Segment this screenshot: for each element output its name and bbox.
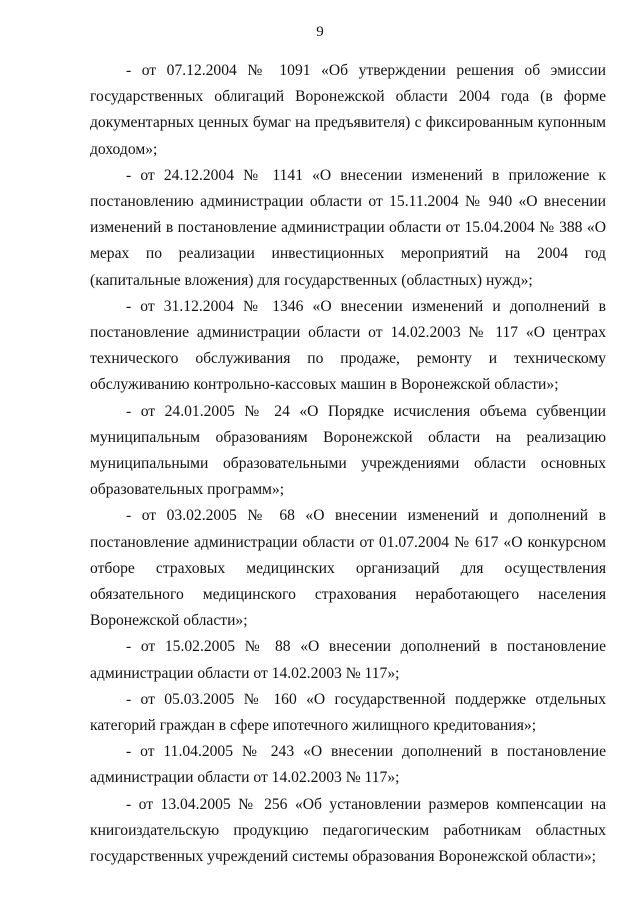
document-body xyxy=(90,58,606,870)
list-item: - от 15.02.2005 № 88 «О внесении дополнений в постановление администрации области от 14.02.2003 № 117»; xyxy=(90,638,606,682)
list-item: - от 24.12.2004 № 1141 «О внесении изменений в приложение к постановлению администрации области от 15.11.2004 № 940 «О внесении изменений в постановление администрации области от 15.04.2004 № 388 «О мерах по реализации инвестиционных мероприятий на 2004 год (капитальные вложения) для государственных (областных) нужд»; xyxy=(90,166,606,289)
page-number: 9 xyxy=(316,24,324,40)
list-item: - от 31.12.2004 № 1346 «О внесении изменений и дополнений в постановление администрации области от 14.02.2003 № 117 «О центрах технического обслуживания по продаже, ремонту и техническому обслуживанию контрольно-кассовых машин в Воронежской области»; xyxy=(90,297,606,394)
list-item: - от 13.04.2005 № 256 «Об установлении размеров компенсации на книгоиздательскую продукцию педагогическим работникам областных государственных учреждений системы образования Воронежской области»; xyxy=(90,795,606,866)
list-item: - от 11.04.2005 № 243 «О внесении дополнений в постановление администрации области от 14.02.2003 № 117»; xyxy=(90,743,606,787)
list-item: - от 24.01.2005 № 24 «О Порядке исчисления объема субвенции муниципальным образованиям Воронежской области на реализацию муниципальными образовательными учреждениями области основных образовательных программ»; xyxy=(90,402,606,499)
list-item: - от 03.02.2005 № 68 «О внесении изменений и дополнений в постановление администрации области от 01.07.2004 № 617 «О конкурсном отборе страховых медицинских организаций для осуществления обязательного медицинского страхования неработающего населения Воронежской области»; xyxy=(90,507,606,630)
list-item: - от 05.03.2005 № 160 «О государственной поддержке отдельных категорий граждан в сфере ипотечного жилищного кредитования»; xyxy=(90,690,606,735)
list-item: - от 07.12.2004 № 1091 «Об утверждении решения об эмиссии государственных облигаций Воронежской области 2004 года (в форме документарных ценных бумаг на предъявителя) с фиксированным купонным доходом»; xyxy=(90,62,606,158)
